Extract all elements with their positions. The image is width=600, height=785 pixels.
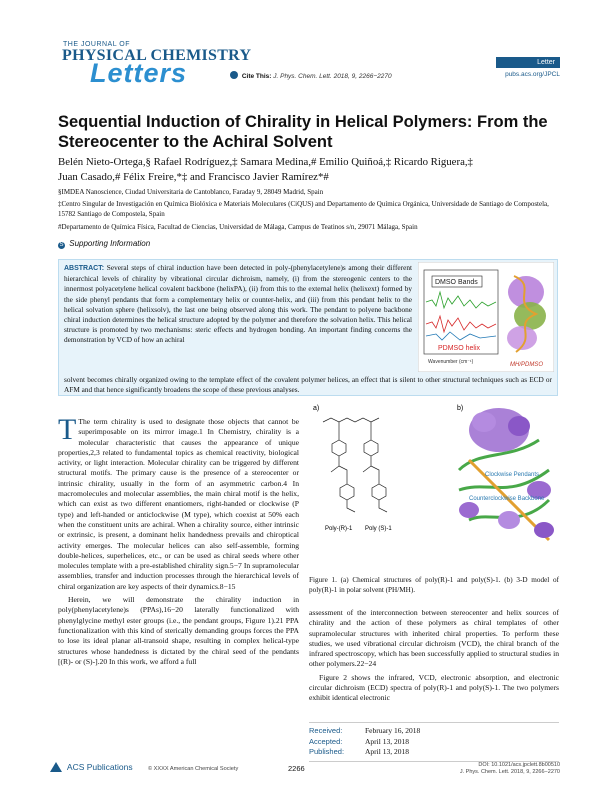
poly-s-label: Poly (S)-1 xyxy=(365,526,392,532)
toc-legend-dmso: DMSO Bands xyxy=(435,279,478,286)
cite-icon xyxy=(230,71,238,79)
toc-m-label: MH/PDMSO xyxy=(510,362,543,368)
author-line-1: Belén Nieto-Ortega,§ Rafael Rodríguez,‡ Samara Medina,# Emilio Quiñoá,‡ Ricardo Riguera,‡ xyxy=(58,156,473,168)
figure-1 xyxy=(309,400,559,550)
abstract-text xyxy=(64,263,412,346)
affiliation-3: #Departamento de Química Física, Facultad de Ciencias, Universidad de Málaga, Campus de Teatinos s/n, 29071 Málaga, Spain xyxy=(58,223,418,231)
acs-publications-logo[interactable]: ACS Publications xyxy=(50,762,133,772)
clockwise-pendants-label: Clockwise Pendants xyxy=(485,472,540,478)
abstract-body: Several steps of chiral induction have been detected in poly-(phenylacetylene)s among their different hierarchical levels of chirality by vibrational circular dichroism, namely, (i) from the stereogenic centers to the innermost polyacetylene helical covalent backbone (helixPA), (ii) from this to the external helix (helixext) formed by the side phenyl pendants that form a complementary helix or counter-helix, and (iii) from this pendant helix to the helical solvation sphere (helixsolv), the last one being observed along this work. The pendant to polyene backbone chiral induction determines the helical structure adopted by the polymer and therefore the solvation helix. This helical structure is promoted by two mechanisms: steric effects and hydrogen bonding. An important finding concerns the demonstration by VCD of how an achiral xyxy=(64,263,413,345)
journal-prefix: THE JOURNAL OF xyxy=(63,41,131,48)
author-line-2: Juan Casado,# Félix Freire,*‡ and Francisco Javier Ramírez*# xyxy=(58,171,329,183)
paragraph-2: Herein, we will demonstrate the chirality induction in poly(phenylacetylene)s (PPAs),16−20 laterally functionalized with phenylglycine methyl ester groups (i.e., the pendant groups, Figure 1).21 PPA functionalization with this kind of sterically demanding groups forces the PPA to lose its ideal planar all-transoid shape, resulting in complex helical-type structures whose handedness is dictated by the chiral seed of the pendants [(R)- or (S)-].20 In this work, we afford a full xyxy=(58,595,299,666)
poly-r-label: Poly-(R)-1 xyxy=(325,526,353,532)
received-row: Received: February 16, 2018 xyxy=(309,726,421,735)
cite-ref: J. Phys. Chem. Lett. 2018, 9, 2266−2270 xyxy=(273,73,392,80)
copyright: © XXXX American Chemical Society xyxy=(148,766,239,772)
article-type-badge: Letter xyxy=(496,57,560,68)
affiliation-2: ‡Centro Singular de Investigación en Química Biolóxica e Materiais Moleculares (CiQUS) and Departamento de Química Orgánica, Universidade de Santiago de Compostela, 15782 Santiago de Compostela, Spain xyxy=(58,200,549,218)
figure-caption: Figure 1. (a) Chemical structures of poly(R)-1 and poly(S)-1. (b) 3-D model of poly(R)-1 in polar solvent (PH/MH). xyxy=(309,576,559,594)
counterclockwise-backbone-label: Counterclockwise Backbone xyxy=(469,496,545,502)
col2-paragraph-2: Figure 2 shows the infrared, VCD, electronic absorption, and electronic circular dichroism (ECD) spectra of poly(R)-1 and poly(S)-1. The two polymers exhibit identical electronic xyxy=(309,672,559,703)
author-list xyxy=(58,155,558,185)
chemical-structures xyxy=(323,418,387,512)
toc-xaxis: Wavenumber (cm⁻¹) xyxy=(428,359,474,365)
toc-graphic xyxy=(418,262,554,372)
info-icon: S xyxy=(59,242,64,248)
article-dates xyxy=(309,722,559,762)
supporting-info-link[interactable]: S Supporting Information xyxy=(59,239,151,248)
published-row: Published: April 13, 2018 xyxy=(309,747,409,756)
journal-name: PHYSICAL CHEMISTRY xyxy=(62,47,252,64)
doi-link[interactable]: DOI: 10.1021/acs.jpclett.8b00510 xyxy=(478,762,560,768)
accepted-row: Accepted: April 13, 2018 xyxy=(309,736,409,746)
journal-ref: J. Phys. Chem. Lett. 2018, 9, 2266−2270 xyxy=(459,769,560,775)
abstract-label: ABSTRACT: xyxy=(64,265,105,272)
acs-logo-icon xyxy=(50,762,62,772)
paragraph-1-text: The term chirality is used to designate those objects that cannot be superimposable on its mirror image.1 In Chemistry, chirality is a molecular characteristic that causes the appearance of unique properties,2,3 related to fundamental topics as chemical reactivity, biological activity, or light interaction. Molecular chirality can be triggered by different structural motifs. The primary cause is the presence of a stereocenter or intrinsic chirality, usually in the form of an asymmetric carbon.4 In macromolecules and molecular assemblies, the main chiral motif is the helix, which can exist as two different enantiomers, right-handed or clockwise (P type) and left-handed or anticlockwise (M type), which coexist at 50% each when the constituent units are achiral. When a chirality source, either intrinsic or extrinsic, is present, a dominant helix handedness prevails and chiroptical activity emerges. The molecular helices can also self-assemble, forming double-helices, superhelices, etc., or can be used as chiral seeds where other molecules template with a pre-established chirality sign.5−7 In supramolecular assemblies, transfer and induction processes through the hierarchical levels of chiral organization are key aspects of their dynamics.8−15 xyxy=(58,417,299,591)
journal-letters: Letters xyxy=(90,58,188,88)
citation[interactable] xyxy=(230,71,392,80)
figure-label-b: b) xyxy=(457,405,464,412)
abstract-tail: solvent becomes chirally organized owing to the template effect of the covalent polymer helices, an effect that is silent to other structural techniques such as ECD or AFM and that hence significantly broadens the scope of these previous analyses. xyxy=(64,375,552,394)
figure-label-a: a) xyxy=(313,405,320,412)
page-number: 2266 xyxy=(288,764,305,773)
article-title: Sequential Induction of Chirality in Helical Polymers: From the Stereocenter to the Achiral Solvent xyxy=(58,113,548,151)
cite-label: Cite This: xyxy=(241,73,272,80)
paragraph-1 xyxy=(58,413,299,592)
doi-block xyxy=(460,762,560,776)
col2-paragraph-1: assessment of the interconnection between stereocenter and helix sources of chirality and the action of these polymers as chiral templates of other supramolecular structures with inherited chiral properties. To perform these studies, we used vibrational circular dichroism (VCD), the chiral branch of the infrared spectroscopy, which has been successfully applied to structural studies in other polymers.22−24 xyxy=(309,608,559,669)
body-column-1 xyxy=(58,413,299,670)
toc-legend-helix: PDMSO helix xyxy=(438,345,481,352)
body-column-2 xyxy=(309,608,559,707)
drop-cap: T xyxy=(58,413,77,446)
journal-site-link[interactable]: pubs.acs.org/JPCL xyxy=(505,71,560,78)
affiliation-1: §IMDEA Nanoscience, Ciudad Universitaria de Cantoblanco, Faraday 9, 28049 Madrid, Spain xyxy=(58,188,324,196)
